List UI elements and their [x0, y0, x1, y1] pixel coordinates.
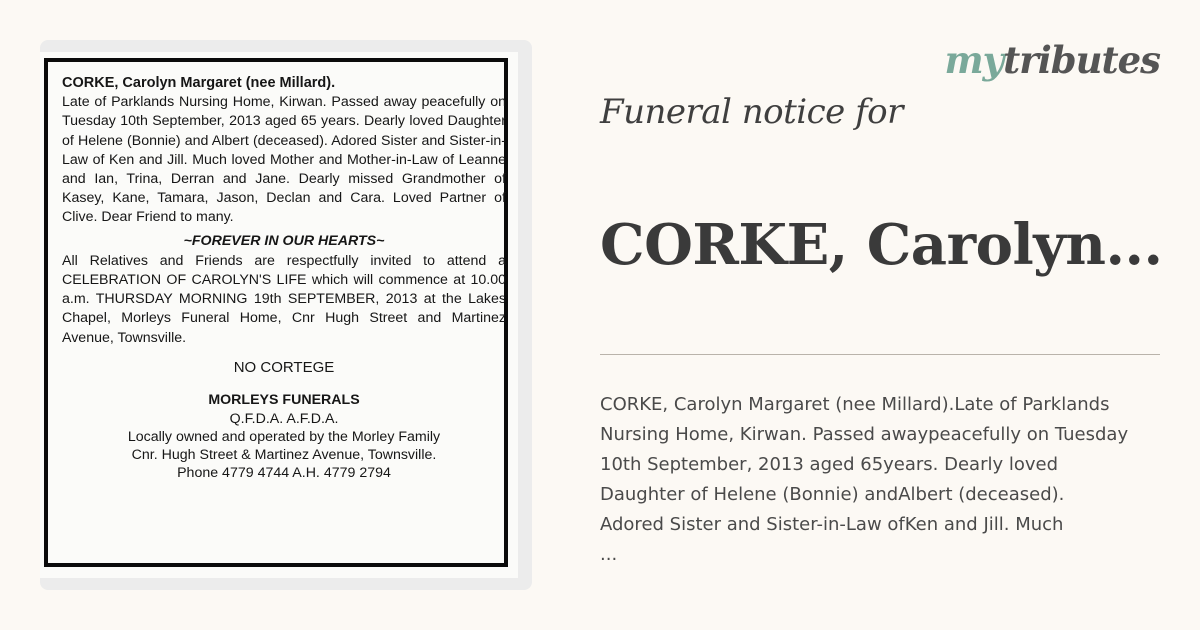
notice-paper [40, 52, 518, 578]
excerpt-line: Adored Sister and Sister-in-Law ofKen and Jill. Much [600, 514, 1064, 535]
notice-paragraph-2: All Relatives and Friends are respectfully invited to attend a CELEBRATION OF CAROLYN'S LIFE which will commence at 10.00 a.m. THURSDAY MORNING 19th SEPTEMBER, 2013 at the Lakes Chapel, Morleys Funeral Home, Cnr Hugh Street and Martinez Avenue, Townsville. [62, 252, 506, 346]
funeral-director-line-2: Cnr. Hugh Street & Martinez Avenue, Townsville. [131, 447, 437, 464]
notice-text [62, 74, 506, 482]
divider [600, 354, 1160, 355]
excerpt-line: 10th September, 2013 aged 65years. Dearly loved [600, 454, 1059, 475]
excerpt-line: Nursing Home, Kirwan. Passed awaypeacefully on Tuesday [600, 424, 1129, 445]
funeral-director-line-1: Locally owned and operated by the Morley Family [127, 429, 441, 446]
notice-paragraph-1: Late of Parklands Nursing Home, Kirwan. Passed away peacefully on Tuesday 10th September, 2013 aged 65 years. Dearly loved Daughter of Helene (Bonnie) and Albert (deceased). Adored Sister and Sister-in-Law of Ken and Jill. Much loved Mother and Mother-in-Law of Leanne and Ian, Trina, Derran and Jane. Dearly missed Grandmother of Kasey, Kane, Tamara, Jason, Declan and Cara. Loved Partner of Clive. Dear Friend to many. [62, 94, 506, 226]
page-subtitle: Funeral notice for [600, 92, 903, 132]
logo-prefix: my [944, 38, 1004, 82]
notice-border [44, 58, 508, 567]
notice-motto: ~FOREVER IN OUR HEARTS~ [183, 232, 385, 249]
logo-suffix: tributes [1003, 38, 1160, 82]
page-title: CORKE, Carolyn... [600, 212, 1163, 278]
funeral-director-accreditation: Q.F.D.A. A.F.D.A. [229, 411, 339, 428]
notice-excerpt [600, 390, 1196, 570]
excerpt-line: CORKE, Carolyn Margaret (nee Millard).Late of Parklands [600, 394, 1110, 415]
notice-heading: CORKE, Carolyn Margaret (nee Millard). [62, 75, 336, 91]
mytributes-logo[interactable] [944, 38, 1160, 82]
notice-cortege: NO CORTEGE [233, 358, 335, 376]
funeral-director-phone: Phone 4779 4744 A.H. 4779 2794 [177, 465, 391, 482]
excerpt-ellipsis: ... [600, 544, 618, 565]
excerpt-line: Daughter of Helene (Bonnie) andAlbert (deceased). [600, 484, 1065, 505]
funeral-director-name: MORLEYS FUNERALS [208, 392, 360, 409]
notice-image [40, 40, 532, 590]
